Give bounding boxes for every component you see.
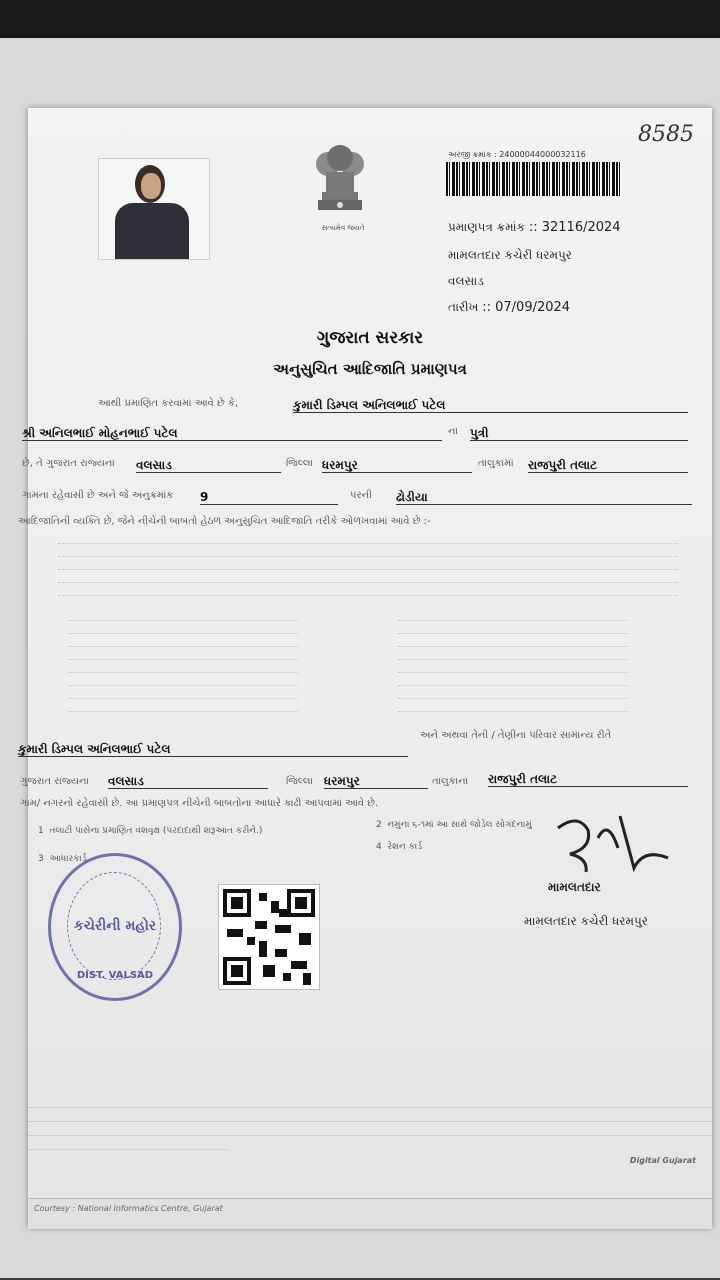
footer-bar xyxy=(28,1198,712,1229)
intro-label: આથી પ્રમાણિત કરવામાં આવે છે કે, xyxy=(98,398,239,409)
signatory-title: મામલતદાર xyxy=(548,880,601,894)
taluka-label: તાલુકામાં xyxy=(478,458,514,469)
basis-item-4: 4 રેશન કાર્ડ xyxy=(376,842,423,852)
certificate-paper xyxy=(18,108,712,1228)
serial-line xyxy=(200,486,338,505)
applicant-name-line xyxy=(293,394,688,413)
tribe-statement: આદિજાતિની વ્યક્તિ છે, જેને નીચેની બાબતો હેઠળ અનુસુચિત આદિજાતિ તરીકે ઓળખવામાં આવે છે :- xyxy=(18,516,431,527)
relation-label: ના xyxy=(448,426,458,437)
tribe-value: ઢોડીયા xyxy=(396,490,428,504)
signature-icon xyxy=(548,808,688,888)
village-line-2 xyxy=(488,768,688,787)
photo-body xyxy=(115,203,189,259)
applicant-name-repeat: કુમારી ડિમ્પલ અનિલભાઈ પટેલ xyxy=(18,742,171,756)
ashoka-emblem-icon xyxy=(308,130,372,230)
certificate-number: પ્રમાણપત્ર ક્રમાંક :: 32116/2024 xyxy=(448,220,621,235)
government-title: ગુજરાત સરકાર xyxy=(316,328,424,348)
tribe-label: પરની xyxy=(350,490,372,501)
taluka-label-2: તાલુકાના xyxy=(432,776,469,787)
orders-list-right xyxy=(398,608,628,723)
basis-item-3: 3 આધારકાર્ડ xyxy=(38,854,87,864)
application-number: અરજી ક્રમાંક : 24000044000032116 xyxy=(448,150,586,159)
district-line xyxy=(136,454,281,473)
office-seal xyxy=(48,853,182,1001)
barcode xyxy=(446,162,621,196)
digital-gujarat-mark: Digital Gujarat xyxy=(629,1156,696,1165)
applicant-name: કુમારી ડિમ્પલ અનિલભાઈ પટેલ xyxy=(293,398,446,412)
basis-item-1: 1 તલાટી પાસેના પ્રમાણિત વંશવૃક્ષ (પરદાદાથી શરૂઆત કરીને.) xyxy=(38,826,263,836)
qr-code-icon xyxy=(218,884,320,990)
district-value-2: વલસાડ xyxy=(108,774,144,788)
orders-list-left xyxy=(68,608,298,723)
applicant-name-repeat-line xyxy=(18,738,408,757)
basis-item-2: 2 નમુના ૬-૧માં આ સાથે જોડેલ સોગંદનામું xyxy=(376,820,532,830)
state-label: છે, તે ગુજરાત રાજ્યના xyxy=(22,458,115,469)
tribe-line xyxy=(396,486,692,505)
certificate-title: અનુસુચિત આદિજાતિ પ્રમાણપત્ર xyxy=(273,360,467,378)
emblem-caption: સત્યમેવ જયતે xyxy=(321,224,365,232)
relation-value: પુત્રી xyxy=(470,426,489,440)
serial-value: 9 xyxy=(200,490,209,504)
taluka-value: ધરમપુર xyxy=(322,458,358,472)
father-name-line xyxy=(22,422,442,441)
taluka-line xyxy=(322,454,472,473)
village-line xyxy=(528,454,688,473)
signatory-office: મામલતદાર કચેરી ધરમપુર xyxy=(524,914,648,928)
courtesy-text: Courtesy : National Informatics Centre, Gujarat xyxy=(34,1204,223,1213)
district-value: વલસાડ xyxy=(136,458,172,472)
state-label-2: ગુજરાત રાજ્યના xyxy=(20,776,89,787)
village-value-2: રાજપુરી તલાટ xyxy=(488,772,558,786)
legal-orders-block xyxy=(58,532,678,606)
resident-label: ગામના રહેવાસી છે અને જે અનુક્રમાંક xyxy=(22,490,174,501)
seal-text-main: કચેરીની મહોર xyxy=(73,918,157,934)
issuing-district: વલસાડ xyxy=(448,274,484,288)
seal-text-bottom: DIST. VALSAD xyxy=(76,970,154,981)
district-label-2: જિલ્લા xyxy=(286,776,313,787)
father-name: શ્રી અનિલભાઈ મોહનભાઈ પટેલ xyxy=(22,426,178,440)
issue-date: તારીખ :: 07/09/2024 xyxy=(448,300,571,315)
taluka-line-2 xyxy=(324,770,428,789)
photo-face xyxy=(141,173,161,199)
district-label: જિલ્લા xyxy=(286,458,313,469)
village-resident-statement: ગામ/ નગરનો રહેવાસી છે. આ પ્રમાણપત્ર નીચેની બાબતોના આધારે કાઢી આપવામાં આવે છે. xyxy=(20,798,379,809)
relation-line xyxy=(470,422,688,441)
applicant-photo xyxy=(98,158,210,260)
district-line-2 xyxy=(108,770,268,789)
village-value: રાજપુરી તલાટ xyxy=(528,458,598,472)
family-label: અને અથવા તેની / તેણીના પરિવાર સામાન્ય રીતે xyxy=(420,730,612,741)
footer-notes xyxy=(28,1098,712,1148)
issuing-office: મામલતદાર કચેરી ધરમપુર xyxy=(448,248,572,262)
handwritten-number: 8585 xyxy=(638,122,694,147)
taluka-value-2: ધરમપુર xyxy=(324,774,360,788)
